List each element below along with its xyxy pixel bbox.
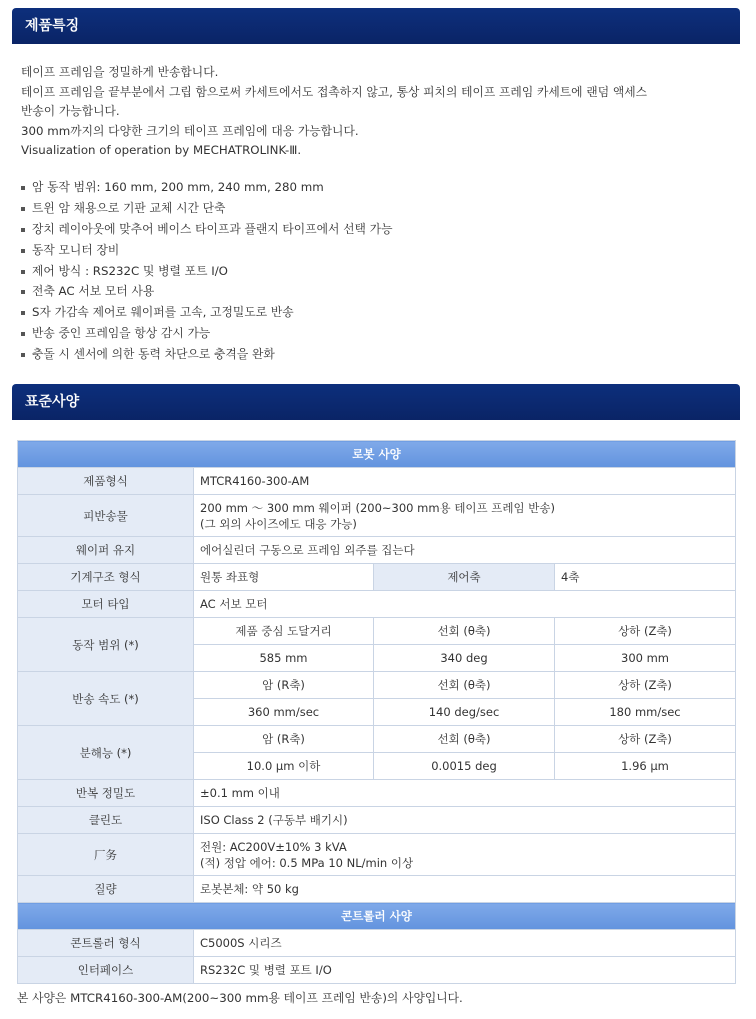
resolution-value: 10.0 μm 이하 [194, 753, 374, 780]
bullet-item [21, 344, 392, 365]
range-value: 585 mm [194, 645, 374, 672]
payload-line: 200 mm ～ 300 mm 웨이퍼 (200~300 mm용 테이프 프레임 반송) [200, 500, 555, 515]
table-row [18, 807, 736, 834]
square-bullet-icon [21, 228, 25, 232]
table-row [18, 441, 736, 468]
features-section-header [12, 8, 740, 44]
range-header: 상하 (Z축) [555, 618, 736, 645]
table-row [18, 726, 736, 753]
range-header: 제품 중심 도달거리 [194, 618, 374, 645]
square-bullet-icon [21, 290, 25, 294]
table-row [18, 468, 736, 495]
square-bullet-icon [21, 207, 25, 211]
table-row [18, 957, 736, 984]
clean-label: 클린도 [18, 807, 194, 834]
table-row [18, 618, 736, 645]
utility-line: 전원: AC200V±10% 3 kVA [200, 839, 347, 854]
axis-value: 4축 [555, 564, 736, 591]
payload-line: (그 외의 사이즈에도 대응 가능) [200, 516, 357, 531]
motor-value: AC 서보 모터 [194, 591, 736, 618]
model-value: MTCR4160-300-AM [194, 468, 736, 495]
bullet-text: 트윈 암 채용으로 기판 교체 시간 단축 [32, 200, 226, 215]
utility-value [194, 834, 736, 876]
features-paragraph-line: Visualization of operation by MECHATROLINK-Ⅲ. [21, 143, 302, 158]
resolution-header: 상하 (Z축) [555, 726, 736, 753]
bullet-text: S자 가감속 제어로 웨이퍼를 고속, 고정밀도로 반송 [32, 305, 294, 320]
resolution-header: 선회 (θ축) [374, 726, 555, 753]
square-bullet-icon [21, 353, 25, 357]
features-bullet-list [21, 177, 392, 365]
spec-table [17, 440, 736, 984]
bullet-text: 장치 레이아웃에 맞추어 베이스 타이프과 플랜지 타이프에서 선택 가능 [32, 221, 393, 236]
speed-label: 반송 속도 (*) [18, 672, 194, 726]
hold-label: 웨이퍼 유지 [18, 537, 194, 564]
bullet-item [21, 219, 392, 240]
repeat-value: ±0.1 mm 이내 [194, 780, 736, 807]
clean-value: ISO Class 2 (구동부 배기시) [194, 807, 736, 834]
features-paragraph-line: 테이프 프레임을 끝부분에서 그립 함으로써 카세트에서도 접촉하지 않고, 통상 피치의 테이프 프레임 카세트에 랜덤 액세스 [21, 84, 648, 99]
payload-value [194, 495, 736, 537]
table-row [18, 876, 736, 903]
square-bullet-icon [21, 332, 25, 336]
square-bullet-icon [21, 311, 25, 315]
features-title: 제품특징 [25, 18, 80, 34]
weight-value: 로봇본체: 약 50 kg [194, 876, 736, 903]
speed-header: 선회 (θ축) [374, 672, 555, 699]
range-value: 300 mm [555, 645, 736, 672]
bullet-item [21, 198, 392, 219]
controller-spec-header: 콘트롤러 사양 [18, 903, 736, 930]
features-paragraph-line: 테이프 프레임을 정밀하게 반송합니다. [21, 65, 219, 79]
resolution-label: 분해능 (*) [18, 726, 194, 780]
speed-value: 140 deg/sec [374, 699, 555, 726]
bullet-text: 제어 방식 : RS232C 및 병렬 포트 I/O [32, 263, 228, 278]
table-row [18, 903, 736, 930]
interface-label: 인터페이스 [18, 957, 194, 984]
mech-value: 원통 좌표형 [194, 564, 374, 591]
table-row [18, 495, 736, 537]
bullet-text: 암 동작 범위: 160 mm, 200 mm, 240 mm, 280 mm [32, 180, 324, 194]
speed-value: 180 mm/sec [555, 699, 736, 726]
mech-label: 기계구조 형식 [18, 564, 194, 591]
table-row [18, 672, 736, 699]
specs-title: 표준사양 [25, 394, 80, 410]
range-label: 동작 범위 (*) [18, 618, 194, 672]
resolution-value: 0.0015 deg [374, 753, 555, 780]
range-header: 선회 (θ축) [374, 618, 555, 645]
specs-section-header [12, 384, 740, 420]
weight-label: 질량 [18, 876, 194, 903]
bullet-item [21, 302, 392, 323]
hold-value: 에어실린더 구동으로 프레임 외주를 집는다 [194, 537, 736, 564]
utility-label: 厂务 [18, 834, 194, 876]
bullet-item [21, 323, 392, 344]
table-row [18, 834, 736, 876]
range-value: 340 deg [374, 645, 555, 672]
features-paragraph [21, 63, 741, 161]
interface-value: RS232C 및 병렬 포트 I/O [194, 957, 736, 984]
bullet-text: 충돌 시 센서에 의한 동력 차단으로 충격을 완화 [32, 347, 275, 362]
resolution-header: 암 (R축) [194, 726, 374, 753]
bullet-text: 반송 중인 프레임을 항상 감시 가능 [32, 326, 211, 341]
model-label: 제품형식 [18, 468, 194, 495]
bullet-item [21, 177, 392, 198]
square-bullet-icon [21, 270, 25, 274]
axis-label: 제어축 [374, 564, 555, 591]
bullet-text: 전축 AC 서보 모터 사용 [32, 284, 155, 299]
table-row [18, 564, 736, 591]
controller-model-value: C5000S 시리즈 [194, 930, 736, 957]
features-paragraph-line: 반송이 가능합니다. [21, 104, 120, 119]
bullet-item [21, 261, 392, 282]
resolution-value: 1.96 μm [555, 753, 736, 780]
table-row [18, 591, 736, 618]
speed-header: 상하 (Z축) [555, 672, 736, 699]
repeat-label: 반복 정밀도 [18, 780, 194, 807]
bullet-text: 동작 모니터 장비 [32, 242, 120, 257]
table-row [18, 930, 736, 957]
utility-line: (적) 정압 에어: 0.5 MPa 10 NL/min 이상 [200, 855, 414, 870]
motor-label: 모터 타입 [18, 591, 194, 618]
speed-value: 360 mm/sec [194, 699, 374, 726]
bullet-item [21, 240, 392, 261]
square-bullet-icon [21, 186, 25, 190]
features-paragraph-line: 300 mm까지의 다양한 크기의 테이프 프레임에 대응 가능합니다. [21, 123, 359, 138]
table-row [18, 537, 736, 564]
bullet-item [21, 281, 392, 302]
payload-label: 피반송물 [18, 495, 194, 537]
robot-spec-header: 로봇 사양 [18, 441, 736, 468]
square-bullet-icon [21, 249, 25, 253]
spec-footnote: 본 사양은 MTCR4160-300-AM(200~300 mm용 테이프 프레임 반송)의 사양입니다. [17, 991, 463, 1005]
controller-model-label: 콘트롤러 형식 [18, 930, 194, 957]
table-row [18, 780, 736, 807]
speed-header: 암 (R축) [194, 672, 374, 699]
